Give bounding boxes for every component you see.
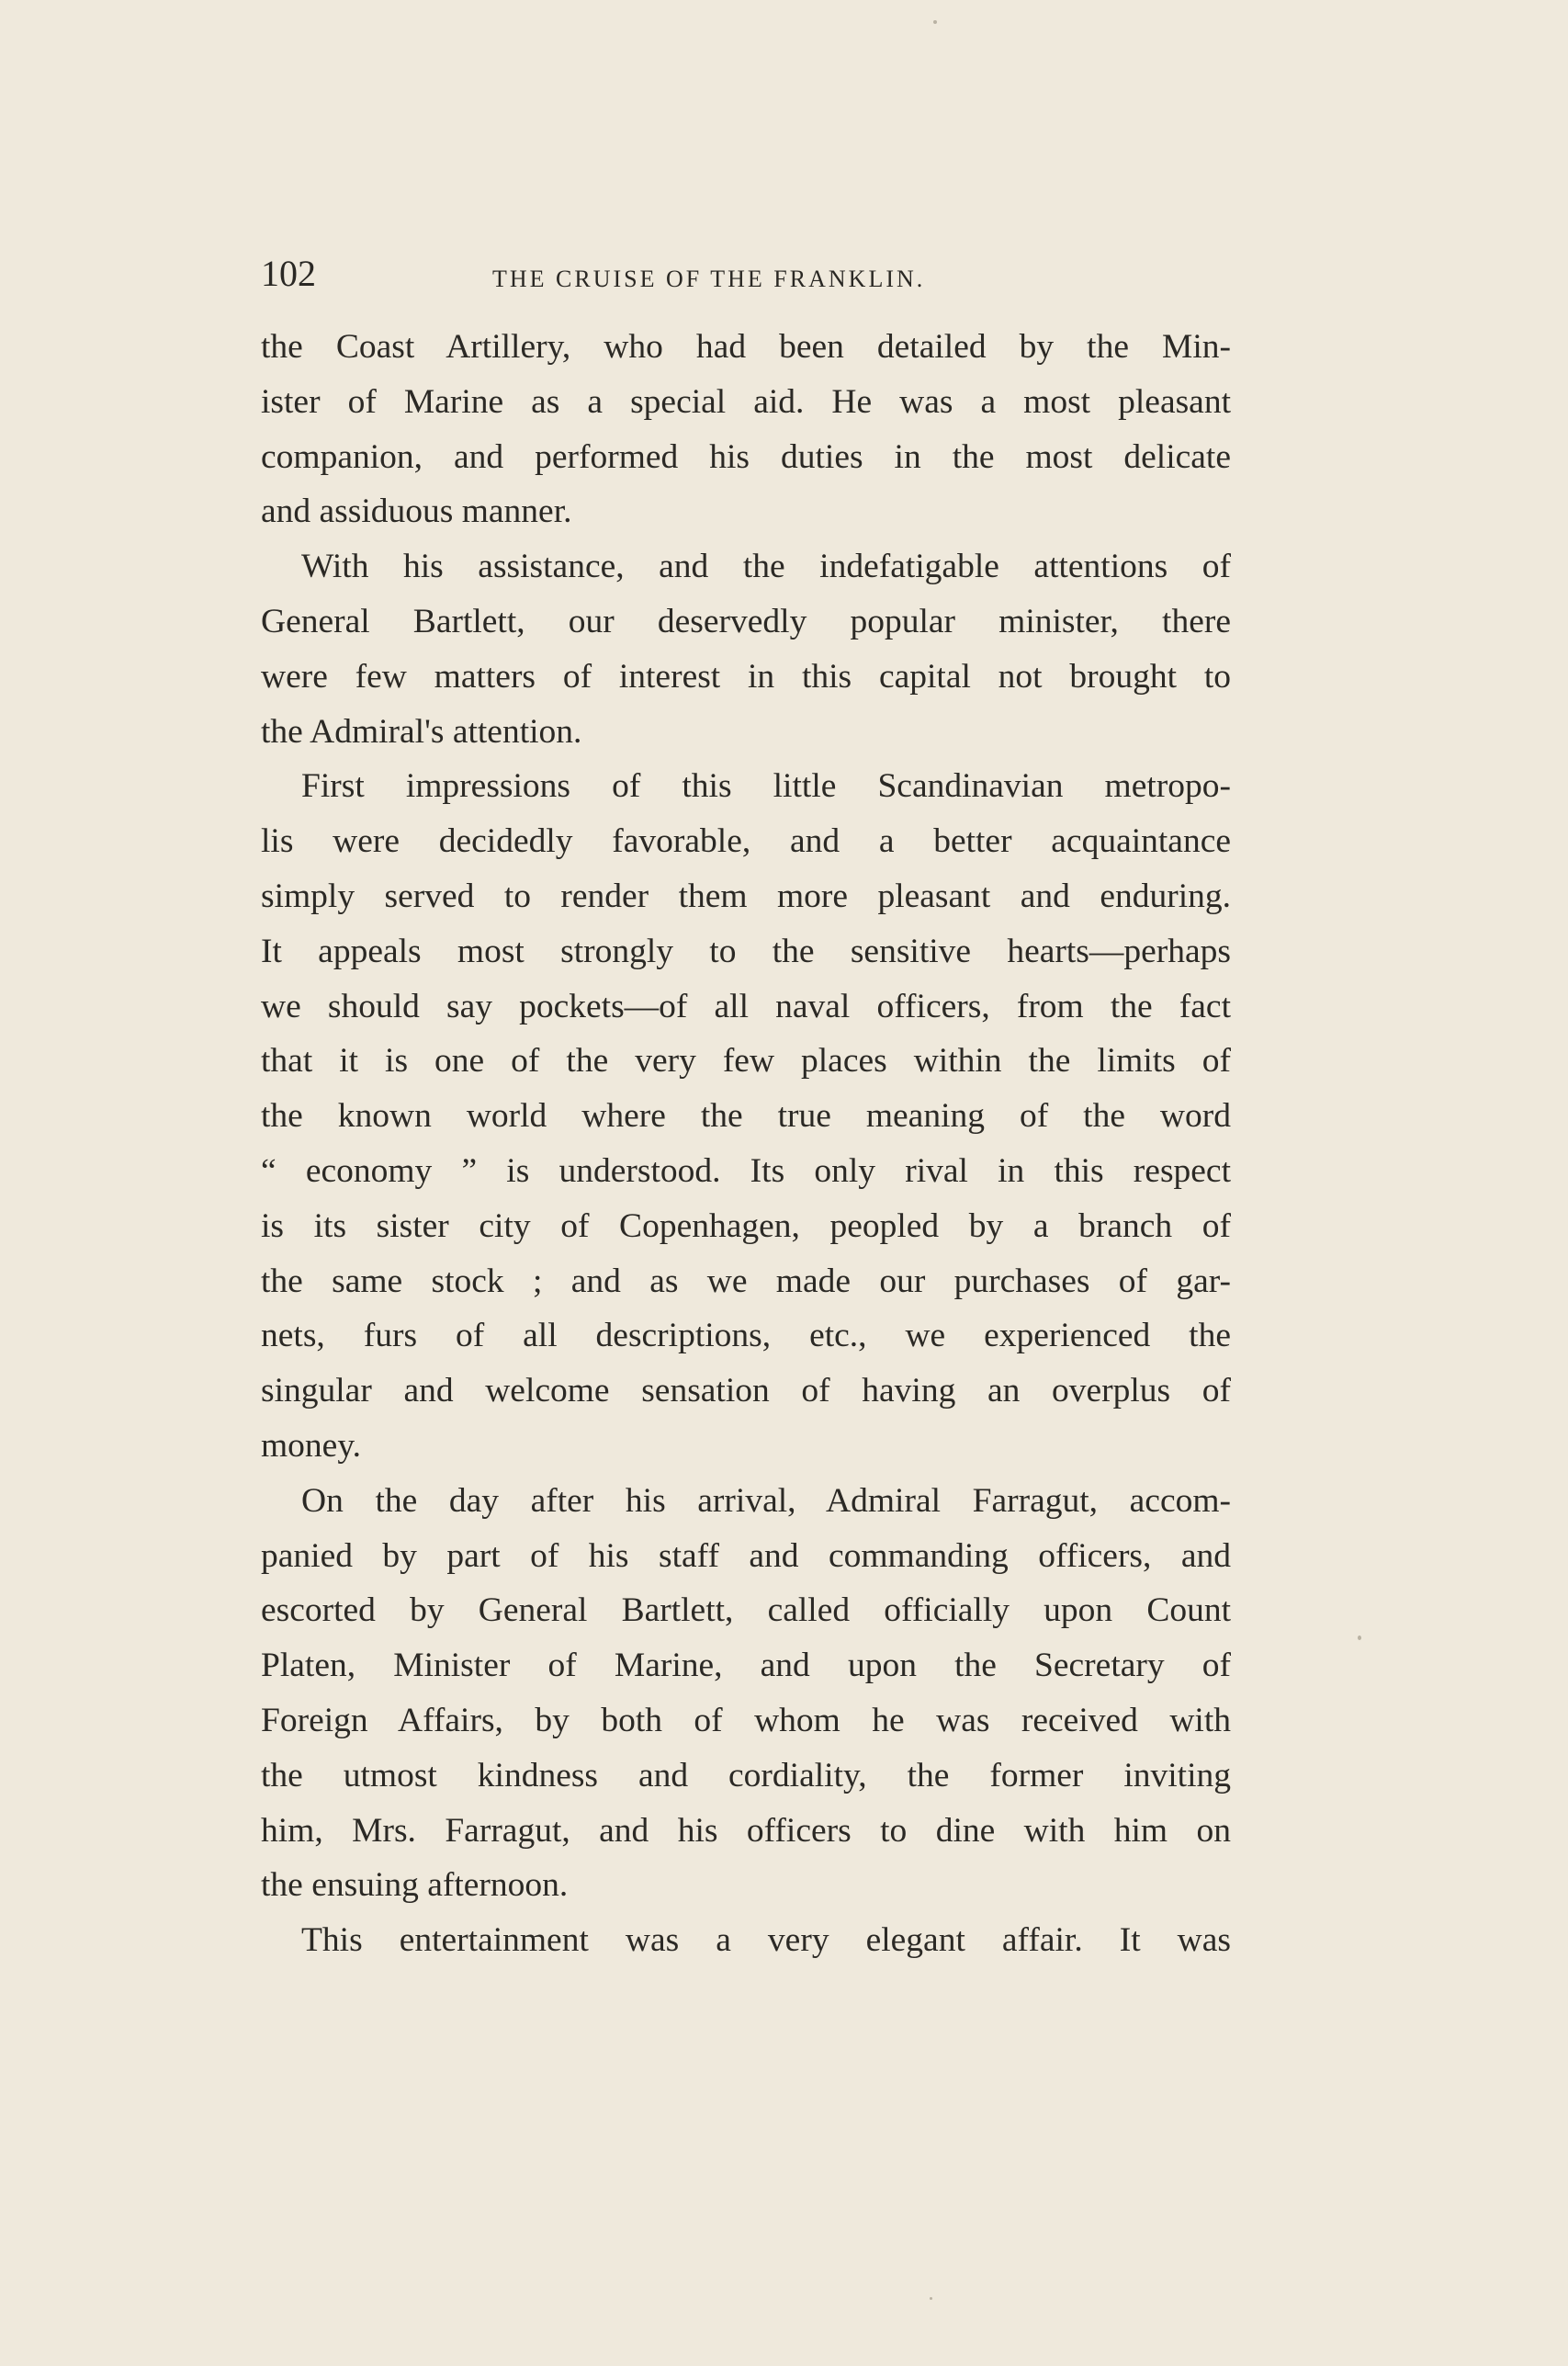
text-line: nets, furs of all descriptions, etc., we experienced the xyxy=(261,1317,1231,1355)
running-title: THE CRUISE OF THE FRANKLIN. xyxy=(492,266,926,292)
paper-speck xyxy=(1358,1636,1361,1640)
text-line: and assiduous manner. xyxy=(261,492,572,531)
paragraph-2 xyxy=(261,539,1231,759)
text-line: the known world where the true meaning of the word xyxy=(261,1097,1231,1136)
paragraph-3 xyxy=(261,759,1231,1473)
page-number: 102 xyxy=(261,253,316,294)
text-line: companion, and performed his duties in the most delicate xyxy=(261,437,1231,476)
text-line: money. xyxy=(261,1426,362,1465)
text-line: With his assistance, and the indefatigable attentions of xyxy=(301,548,1231,586)
paragraph-4 xyxy=(261,1474,1231,1913)
text-line: panied by part of his staff and commanding officers, and xyxy=(261,1536,1231,1575)
text-line: the same stock ; and as we made our purchases of gar- xyxy=(261,1262,1231,1300)
text-line: were few matters of interest in this capital not brought to xyxy=(261,657,1231,696)
text-line: General Bartlett, our deservedly popular minister, there xyxy=(261,602,1231,640)
text-line: the utmost kindness and cordiality, the former inviting xyxy=(261,1756,1231,1794)
running-head xyxy=(261,246,1225,301)
text-line: On the day after his arrival, Admiral Farragut, accom- xyxy=(301,1481,1231,1520)
text-line: the ensuing afternoon. xyxy=(261,1866,569,1905)
text-line: escorted by General Bartlett, called officially upon Count xyxy=(261,1591,1231,1630)
text-line: First impressions of this little Scandinavian metropo- xyxy=(301,767,1231,806)
text-line: the Admiral's attention. xyxy=(261,712,582,751)
text-line: we should say pockets—of all naval officers, from the fact xyxy=(261,987,1231,1025)
text-line: lis were decidedly favorable, and a better acquaintance xyxy=(261,822,1231,861)
text-line: Platen, Minister of Marine, and upon the Secretary of xyxy=(261,1647,1231,1685)
paper-speck xyxy=(930,2297,932,2300)
text-line: him, Mrs. Farragut, and his officers to dine with him on xyxy=(261,1811,1231,1850)
text-line: is its sister city of Copenhagen, peopled by a branch of xyxy=(261,1206,1231,1245)
text-line: ister of Marine as a special aid. He was a most pleasant xyxy=(261,382,1231,421)
text-line: singular and welcome sensation of having an overplus of xyxy=(261,1372,1231,1410)
text-line: This entertainment was a very elegant affair. It was xyxy=(301,1921,1231,1960)
paper-speck xyxy=(933,20,937,24)
text-line: Foreign Affairs, by both of whom he was received with xyxy=(261,1701,1231,1739)
paragraph-5 xyxy=(261,1913,1231,1968)
text-line: It appeals most strongly to the sensitive hearts—perhaps xyxy=(261,932,1231,970)
text-line: the Coast Artillery, who had been detailed by the Min- xyxy=(261,328,1231,366)
text-line: simply served to render them more pleasant and enduring. xyxy=(261,877,1231,915)
text-line: that it is one of the very few places within the limits of xyxy=(261,1042,1231,1081)
body-text xyxy=(261,320,1231,1968)
paragraph-1 xyxy=(261,320,1231,539)
text-line: “ economy ” is understood. Its only rival in this respect xyxy=(261,1151,1231,1190)
